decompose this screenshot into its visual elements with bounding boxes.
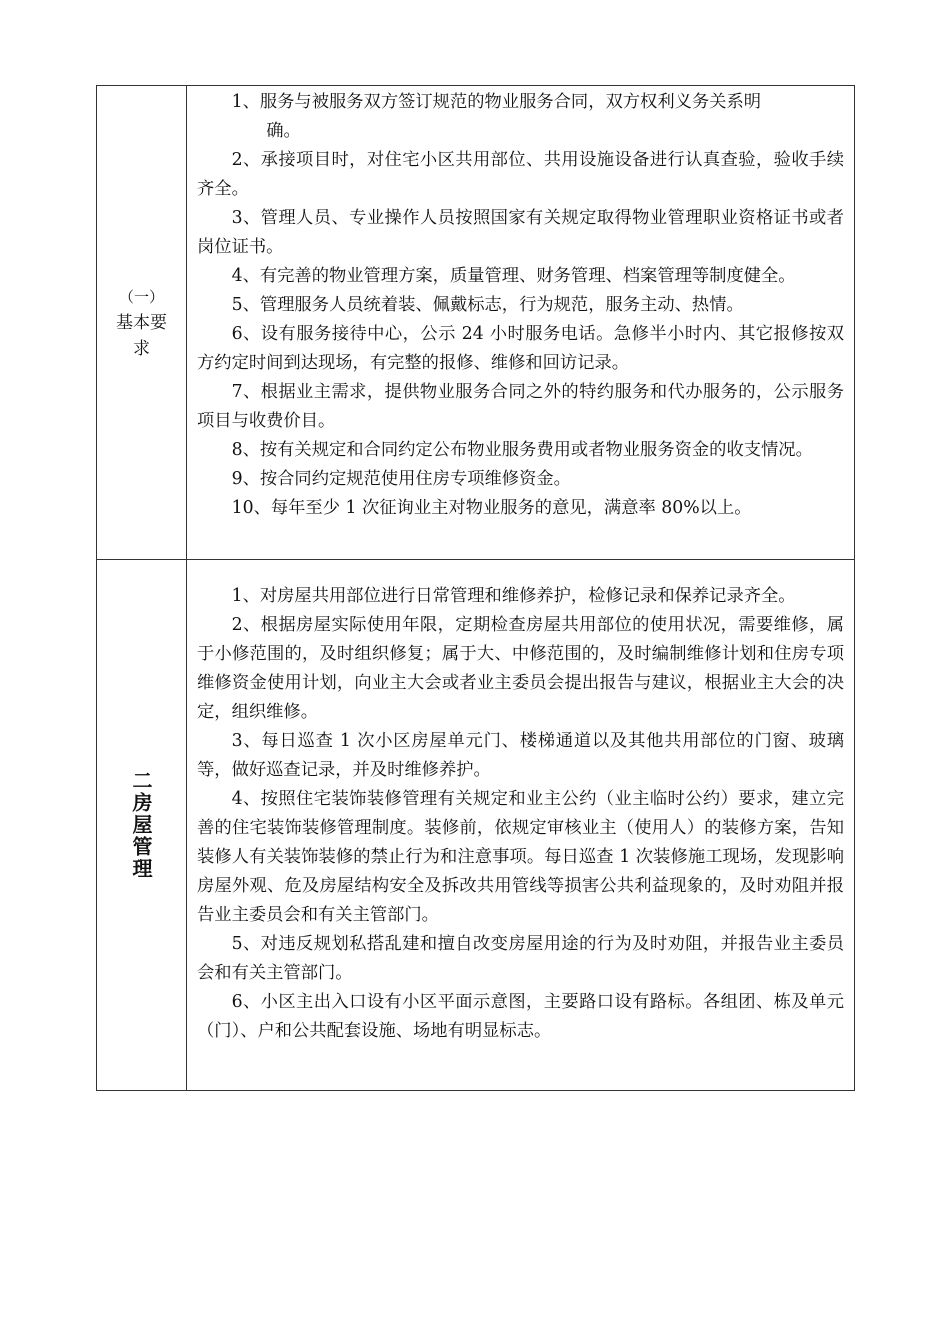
list-item: 7、根据业主需求，提供物业服务合同之外的特约服务和代办服务的，公示服务项目与收费价目。 — [197, 382, 844, 431]
table-row-housing-management — [97, 559, 854, 1090]
item-text: 1、服务与被服务双方签订规范的物业服务合同，双方权利义务关系明 — [231, 92, 762, 112]
list-item: 5、管理服务人员统着装、佩戴标志，行为规范，服务主动、热情。 — [231, 295, 744, 315]
list-item: 10、每年至少 1 次征询业主对物业服务的意见，满意率 80%以上。 — [231, 498, 752, 518]
list-item: 2、根据房屋实际使用年限，定期检查房屋共用部位的使用状况，需要维修，属于小修范围的，及时组织修复；属于大、中修范围的，及时编制维修计划和住房专项维修资金使用计划，向业主大会或者业主委员会提出报告与建议，根据业主大会的决定，组织维修。 — [197, 615, 844, 722]
vertical-label: 二房屋管理 — [129, 770, 153, 880]
label-line: （一） — [118, 287, 164, 306]
list-item: 3、管理人员、专业操作人员按照国家有关规定取得物业管理职业资格证书或者岗位证书。 — [197, 208, 844, 257]
list-item: 3、每日巡查 1 次小区房屋单元门、楼梯通道以及其他共用部位的门窗、玻璃等，做好巡查记录，并及时维修养护。 — [197, 731, 844, 780]
label-line: 基本要 — [116, 312, 167, 333]
list-item: 4、按照住宅装饰装修管理有关规定和业主公约（业主临时公约）要求，建立完善的住宅装饰装修管理制度。装修前，依规定审核业主（使用人）的装修方案，告知装修人有关装饰装修的禁止行为和注意事项。每日巡查 1 次装修施工现场，发现影响房屋外观、危及房屋结构安全及拆改共用管线等损害公共利益现象的，及时劝阻并报告业主委员会和有关主管部门。 — [197, 789, 844, 925]
list-item: 4、有完善的物业管理方案，质量管理、财务管理、档案管理等制度健全。 — [231, 266, 796, 286]
table-row-basic-requirements — [97, 86, 854, 559]
label-line: 求 — [133, 338, 150, 359]
row-label-basic-requirements — [97, 86, 187, 559]
row-label-housing-management — [97, 560, 187, 1090]
item-text-continuation: 确。 — [266, 121, 301, 141]
list-item: 2、承接项目时，对住宅小区共用部位、共用设施设备进行认真查验，验收手续齐全。 — [197, 150, 844, 199]
list-item: 6、小区主出入口设有小区平面示意图，主要路口设有路标。各组团、栋及单元（门）、户和公共配套设施、场地有明显标志。 — [197, 992, 844, 1041]
standards-table — [96, 85, 855, 1091]
basic-requirements-content — [187, 86, 854, 559]
list-item: 1、对房屋共用部位进行日常管理和维修养护，检修记录和保养记录齐全。 — [231, 586, 796, 606]
list-item: 8、按有关规定和合同约定公布物业服务费用或者物业服务资金的收支情况。 — [231, 440, 813, 460]
list-item: 6、设有服务接待中心，公示 24 小时服务电话。急修半小时内、其它报修按双方约定时间到达现场，有完整的报修、维修和回访记录。 — [197, 324, 844, 373]
list-item: 5、对违反规划私搭乱建和擅自改变房屋用途的行为及时劝阻，并报告业主委员会和有关主管部门。 — [197, 934, 844, 983]
list-item — [197, 88, 844, 146]
housing-management-content — [187, 560, 854, 1090]
list-item: 9、按合同约定规范使用住房专项维修资金。 — [231, 469, 571, 489]
